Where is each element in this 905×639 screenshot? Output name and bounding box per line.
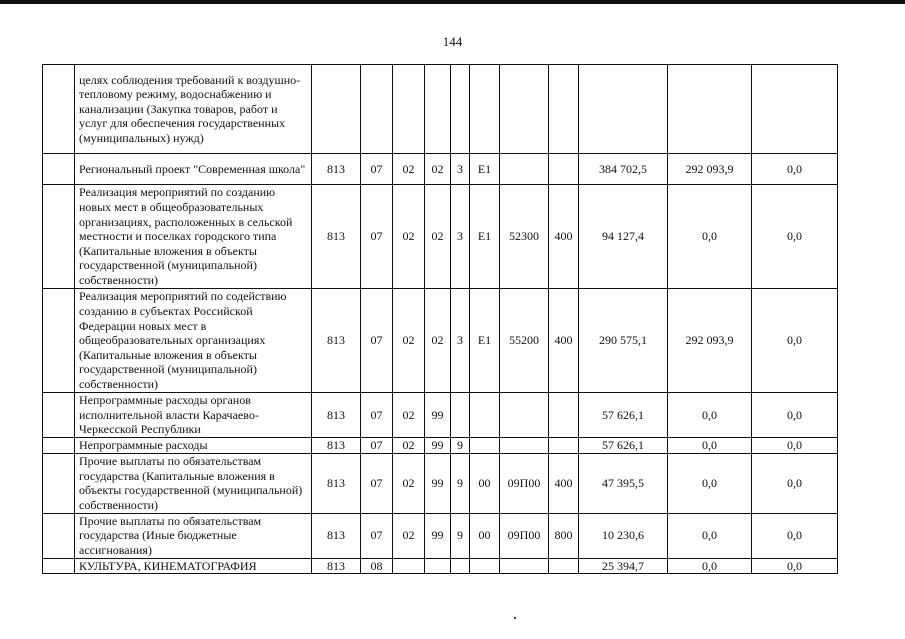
cell-vr: 800 xyxy=(549,513,579,558)
cell-csr-4 xyxy=(500,558,549,574)
cell-csr-2: 3 xyxy=(451,185,470,289)
cell-csr-1: 02 xyxy=(425,154,451,185)
cell-value-1: 10 230,6 xyxy=(579,513,668,558)
cell-rz: 08 xyxy=(361,558,393,574)
cell-csr-2: 3 xyxy=(451,154,470,185)
cell-csr-3 xyxy=(470,65,500,154)
cell-rz: 07 xyxy=(361,393,393,438)
cell-vr: 400 xyxy=(549,185,579,289)
cell-grbs: 813 xyxy=(312,289,361,393)
empty-cell xyxy=(43,65,75,154)
cell-grbs: 813 xyxy=(312,453,361,513)
cell-value-3: 0,0 xyxy=(752,393,838,438)
cell-value-1: 47 395,5 xyxy=(579,453,668,513)
cell-vr xyxy=(549,154,579,185)
cell-value-3: 0,0 xyxy=(752,185,838,289)
cell-rz: 07 xyxy=(361,453,393,513)
cell-csr-4: 09П00 xyxy=(500,453,549,513)
cell-csr-3: E1 xyxy=(470,289,500,393)
cell-value-3 xyxy=(752,65,838,154)
cell-pr: 02 xyxy=(393,513,425,558)
cell-csr-4 xyxy=(500,65,549,154)
cell-vr xyxy=(549,393,579,438)
cell-grbs: 813 xyxy=(312,438,361,454)
cell-rz: 07 xyxy=(361,154,393,185)
cell-grbs: 813 xyxy=(312,513,361,558)
cell-value-1: 25 394,7 xyxy=(579,558,668,574)
cell-csr-3 xyxy=(470,438,500,454)
cell-vr xyxy=(549,438,579,454)
table-row xyxy=(43,65,838,154)
cell-rz: 07 xyxy=(361,438,393,454)
row-name: Региональный проект "Современная школа" xyxy=(75,154,312,185)
cell-grbs: 813 xyxy=(312,154,361,185)
cell-csr-2: 9 xyxy=(451,513,470,558)
cell-value-1: 94 127,4 xyxy=(579,185,668,289)
cell-csr-2 xyxy=(451,65,470,154)
cell-value-3: 0,0 xyxy=(752,289,838,393)
cell-pr: 02 xyxy=(393,185,425,289)
cell-pr: 02 xyxy=(393,154,425,185)
cell-vr: 400 xyxy=(549,453,579,513)
cell-value-3: 0,0 xyxy=(752,513,838,558)
cell-value-1: 384 702,5 xyxy=(579,154,668,185)
top-border-line xyxy=(0,0,905,4)
table-row xyxy=(43,289,838,393)
cell-csr-2 xyxy=(451,558,470,574)
cell-grbs xyxy=(312,65,361,154)
cell-csr-2: 3 xyxy=(451,289,470,393)
cell-csr-4: 55200 xyxy=(500,289,549,393)
empty-cell xyxy=(43,438,75,454)
cell-value-2 xyxy=(668,65,752,154)
empty-cell xyxy=(43,513,75,558)
cell-value-2: 292 093,9 xyxy=(668,154,752,185)
cell-csr-1: 02 xyxy=(425,289,451,393)
empty-cell xyxy=(43,453,75,513)
row-name: Непрограммные расходы органов исполнительной власти Карачаево-Черкесской Республики xyxy=(75,393,312,438)
cell-csr-3 xyxy=(470,393,500,438)
table-row xyxy=(43,513,838,558)
cell-value-3: 0,0 xyxy=(752,438,838,454)
table-row xyxy=(43,453,838,513)
table-row xyxy=(43,558,838,574)
cell-value-3: 0,0 xyxy=(752,453,838,513)
empty-cell xyxy=(43,185,75,289)
cell-grbs: 813 xyxy=(312,185,361,289)
cell-csr-3: E1 xyxy=(470,154,500,185)
empty-cell xyxy=(43,154,75,185)
cell-value-2: 0,0 xyxy=(668,185,752,289)
cell-pr: 02 xyxy=(393,438,425,454)
cell-value-2: 292 093,9 xyxy=(668,289,752,393)
page-number: 144 xyxy=(442,34,463,49)
cell-csr-1: 99 xyxy=(425,438,451,454)
cell-csr-1: 99 xyxy=(425,453,451,513)
cell-csr-3: 00 xyxy=(470,513,500,558)
cell-vr xyxy=(549,558,579,574)
empty-cell xyxy=(43,393,75,438)
cell-pr xyxy=(393,558,425,574)
row-name: Реализация мероприятий по содействию созданию в субъектах Российской Федерации новых мест в общеобразовательных организациях (Капитальные вложения в объекты государственной (муниципальной) собственности) xyxy=(75,289,312,393)
cell-value-2: 0,0 xyxy=(668,513,752,558)
cell-grbs: 813 xyxy=(312,558,361,574)
cell-csr-4 xyxy=(500,393,549,438)
cell-value-2: 0,0 xyxy=(668,453,752,513)
table-row xyxy=(43,185,838,289)
cell-pr: 02 xyxy=(393,289,425,393)
cell-csr-3 xyxy=(470,558,500,574)
cell-csr-2 xyxy=(451,393,470,438)
cell-csr-1: 99 xyxy=(425,513,451,558)
cell-value-1: 57 626,1 xyxy=(579,438,668,454)
row-name: Реализация мероприятий по созданию новых мест в общеобразовательных организациях, расположенных в сельской местности и поселках городского типа (Капитальные вложения в объекты государственной (муниципальной) собственности) xyxy=(75,185,312,289)
cell-rz: 07 xyxy=(361,185,393,289)
cell-value-1: 290 575,1 xyxy=(579,289,668,393)
cell-csr-1: 99 xyxy=(425,393,451,438)
cell-value-3: 0,0 xyxy=(752,154,838,185)
cell-csr-4 xyxy=(500,438,549,454)
cell-csr-4 xyxy=(500,154,549,185)
cell-pr: 02 xyxy=(393,453,425,513)
cell-csr-1 xyxy=(425,558,451,574)
cell-value-2: 0,0 xyxy=(668,393,752,438)
cell-csr-2: 9 xyxy=(451,453,470,513)
table-row xyxy=(43,438,838,454)
cell-value-1 xyxy=(579,65,668,154)
table-row xyxy=(43,393,838,438)
table-row xyxy=(43,154,838,185)
scan-speck xyxy=(514,617,516,619)
cell-csr-1 xyxy=(425,65,451,154)
cell-pr: 02 xyxy=(393,393,425,438)
cell-value-1: 57 626,1 xyxy=(579,393,668,438)
cell-pr xyxy=(393,65,425,154)
cell-csr-4: 52300 xyxy=(500,185,549,289)
row-name: Непрограммные расходы xyxy=(75,438,312,454)
row-name: Прочие выплаты по обязательствам государства (Капитальные вложения в объекты государственной (муниципальной) собственности) xyxy=(75,453,312,513)
cell-rz: 07 xyxy=(361,513,393,558)
cell-rz: 07 xyxy=(361,289,393,393)
cell-vr: 400 xyxy=(549,289,579,393)
cell-rz xyxy=(361,65,393,154)
row-name: целях соблюдения требований к воздушно-тепловому режиму, водоснабжению и канализации (Закупка товаров, работ и услуг для обеспечения государственных (муниципальных) нужд) xyxy=(75,65,312,154)
row-name: Прочие выплаты по обязательствам государства (Иные бюджетные ассигнования) xyxy=(75,513,312,558)
cell-vr xyxy=(549,65,579,154)
cell-grbs: 813 xyxy=(312,393,361,438)
cell-csr-2: 9 xyxy=(451,438,470,454)
cell-csr-1: 02 xyxy=(425,185,451,289)
cell-csr-3: 00 xyxy=(470,453,500,513)
empty-cell xyxy=(43,558,75,574)
cell-value-3: 0,0 xyxy=(752,558,838,574)
row-name: КУЛЬТУРА, КИНЕМАТОГРАФИЯ xyxy=(75,558,312,574)
cell-csr-3: E1 xyxy=(470,185,500,289)
cell-value-2: 0,0 xyxy=(668,558,752,574)
empty-cell xyxy=(43,289,75,393)
cell-value-2: 0,0 xyxy=(668,438,752,454)
cell-csr-4: 09П00 xyxy=(500,513,549,558)
budget-table xyxy=(42,64,838,574)
